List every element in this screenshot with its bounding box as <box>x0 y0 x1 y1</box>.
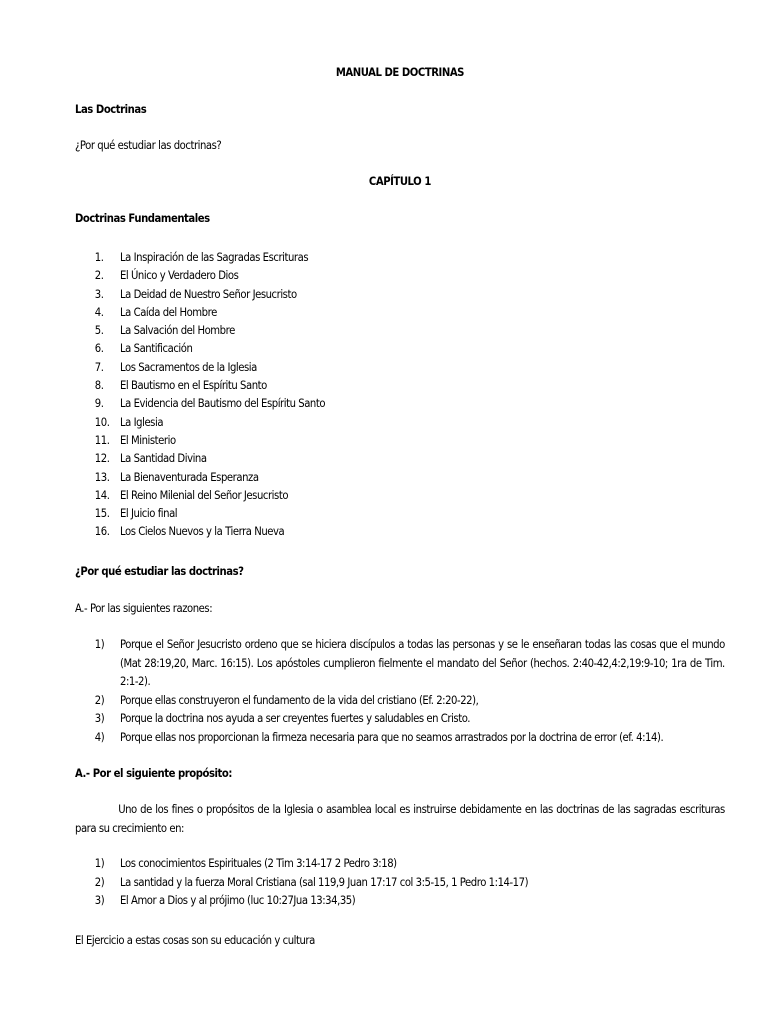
list-item <box>95 874 528 893</box>
list-number: 4) <box>94 730 105 744</box>
list-item <box>95 249 325 267</box>
list-item <box>95 523 325 541</box>
fundamentals-list <box>95 249 325 542</box>
list-item <box>95 892 528 911</box>
list-item <box>95 729 725 748</box>
list-number: 2) <box>94 875 105 889</box>
list-text: La Salvación del Hombre <box>120 324 235 338</box>
list-text: La Deidad de Nuestro Señor Jesucristo <box>120 287 297 301</box>
list-item <box>95 487 325 505</box>
list-text: La Santificación <box>120 342 193 356</box>
list-number: 11. <box>94 433 110 447</box>
list-number: 2) <box>94 693 105 707</box>
question-heading: ¿Por qué estudiar las doctrinas? <box>75 565 244 578</box>
list-item <box>95 710 725 729</box>
list-item <box>95 395 325 413</box>
list-text: Porque ellas nos proporcionan la firmeza necesaria para que no seamos arrastrados por la doctrina de error (ef. 4:14). <box>120 730 664 744</box>
list-number: 1) <box>94 857 105 870</box>
purposes-list <box>95 855 528 911</box>
list-number: 3. <box>94 287 104 301</box>
list-text: Los Sacramentos de la Iglesia <box>120 360 257 374</box>
fundamentals-heading: Doctrinas Fundamentales <box>75 212 210 225</box>
purpose-heading: A.- Por el siguiente propósito: <box>75 767 232 780</box>
list-item <box>95 432 325 450</box>
list-number: 13. <box>94 470 110 484</box>
list-number: 1) <box>94 638 105 651</box>
list-item <box>95 267 325 285</box>
list-item <box>95 359 325 377</box>
list-number: 3) <box>94 712 105 725</box>
question-text: ¿Por qué estudiar las doctrinas? <box>75 139 222 152</box>
list-item <box>95 340 325 358</box>
list-text: Porque la doctrina nos ayuda a ser creyentes fuertes y saludables en Cristo. <box>120 712 471 725</box>
list-number: 5. <box>94 324 104 338</box>
list-text: La Santidad Divina <box>120 452 207 466</box>
list-text: La santidad y la fuerza Moral Cristiana (sal 119,9 Juan 17:17 col 3:5-15, 1 Pedro 1:14-17) <box>120 875 529 889</box>
list-number: 1. <box>94 251 104 264</box>
list-text: El Único y Verdadero Dios <box>120 269 239 283</box>
list-number: 12. <box>94 452 110 466</box>
closing-text: El Ejercicio a estas cosas son su educación y cultura <box>75 934 315 947</box>
purpose-paragraph: Uno de los fines o propósitos de la Iglesia o asamblea local es instruirse debidamente en las doctrinas de las sagradas escrituras para su crecimiento en: <box>75 803 725 835</box>
list-item <box>95 855 528 874</box>
list-number: 7. <box>94 360 104 374</box>
section-heading: Las Doctrinas <box>75 103 147 116</box>
list-text: La Iglesia <box>120 415 164 429</box>
list-item <box>95 636 725 692</box>
list-text: La Evidencia del Bautismo del Espíritu Santo <box>120 397 326 411</box>
list-text: Porque el Señor Jesucristo ordeno que se hiciera discípulos a todas las personas y se le enseñaran todas las cosas que el mundo (Mat 28:19,20, Marc. 16:15). Los apóstoles cumplieron fielmente el mandato del Señor (hechos. 2:40-42,4:2,19:9-10; 1ra de Tim. 2:1-2). <box>120 638 725 688</box>
reasons-intro: A.- Por las siguientes razones: <box>75 602 213 615</box>
list-number: 2. <box>94 269 104 283</box>
list-item <box>95 692 725 711</box>
list-text: Los conocimientos Espirituales (2 Tim 3:14-17 2 Pedro 3:18) <box>120 857 397 870</box>
list-number: 4. <box>94 305 104 319</box>
list-text: La Inspiración de las Sagradas Escrituras <box>120 251 309 264</box>
list-number: 15. <box>94 507 110 521</box>
list-item <box>95 286 325 304</box>
list-number: 10. <box>94 415 110 429</box>
list-text: El Ministerio <box>120 433 176 447</box>
list-text: El Reino Milenial del Señor Jesucristo <box>120 488 289 502</box>
list-item <box>95 505 325 523</box>
list-text: Los Cielos Nuevos y la Tierra Nueva <box>120 525 285 539</box>
list-item <box>95 304 325 322</box>
list-item <box>95 414 325 432</box>
document-title: MANUAL DE DOCTRINAS <box>335 66 464 79</box>
list-item <box>95 322 325 340</box>
list-number: 8. <box>94 379 104 393</box>
chapter-heading: CAPÍTULO 1 <box>368 175 431 188</box>
list-item <box>95 377 325 395</box>
list-item <box>95 469 325 487</box>
list-text: Porque ellas construyeron el fundamento de la vida del cristiano (Ef. 2:20-22), <box>120 693 479 707</box>
list-number: 3) <box>94 894 105 907</box>
list-item <box>95 450 325 468</box>
list-text: El Juicio final <box>120 507 178 521</box>
list-number: 16. <box>94 525 110 539</box>
list-text: La Caída del Hombre <box>120 305 217 319</box>
list-text: El Amor a Dios y al prójimo (luc 10:27Jua 13:34,35) <box>120 894 356 907</box>
list-number: 9. <box>94 397 104 411</box>
reasons-list <box>95 636 725 747</box>
list-text: La Bienaventurada Esperanza <box>120 470 259 484</box>
list-number: 14. <box>94 488 110 502</box>
list-number: 6. <box>94 342 104 356</box>
list-text: El Bautismo en el Espíritu Santo <box>120 379 267 393</box>
